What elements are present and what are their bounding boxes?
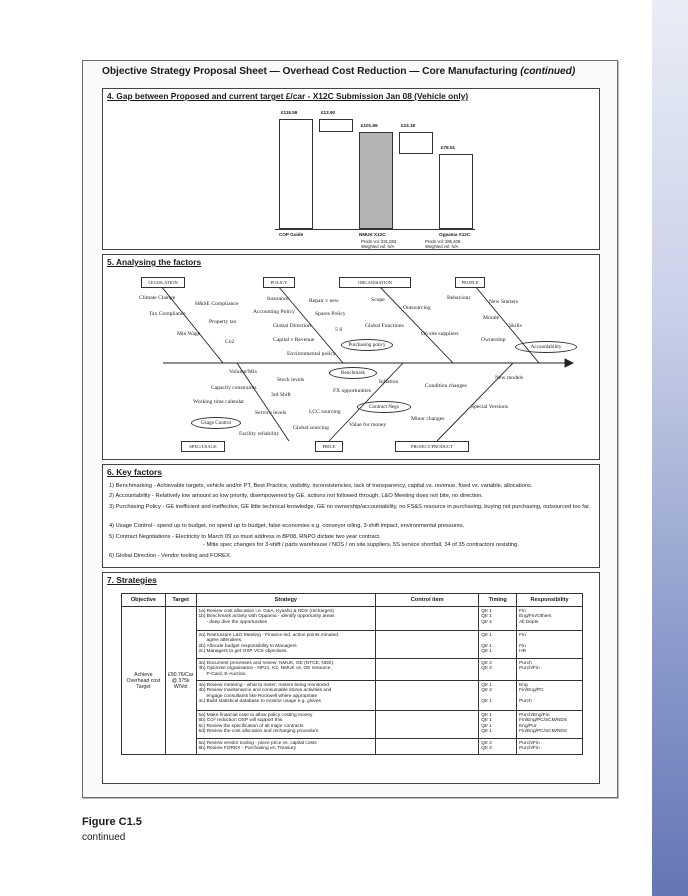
organisation-box: ORGANISATION bbox=[339, 277, 411, 288]
nmuk-note: Prodn vol: 331,093 Weighted vol: N/A bbox=[361, 239, 397, 249]
gap-bar bbox=[279, 119, 313, 229]
factors-panel bbox=[102, 254, 600, 460]
fish-label: New Starters bbox=[489, 299, 519, 305]
fish-label: Behaviour bbox=[447, 295, 471, 301]
strategy-cell: 5a) Make financial case to allow policy costing money 5b) CO² reduction OSP will support this 5c) Review the specification of all major contracts 5d) Review the cost allocation and recharging procedure bbox=[196, 711, 376, 739]
fish-label: Volume/Mix bbox=[229, 369, 258, 375]
gap-category-label: Oppama X12C bbox=[439, 232, 471, 237]
key-factor-5-cont: - Mitie spec changes for 3-shift / parts warehouse / NDS / on site suppliers, 5S service shortfall, 34 of 35 contractors resisting. bbox=[203, 542, 519, 548]
gap-chart bbox=[103, 89, 601, 251]
control-cell bbox=[376, 681, 479, 711]
side-color-band bbox=[652, 0, 688, 896]
fish-label: Property tax bbox=[209, 319, 237, 325]
key-factors-panel bbox=[102, 464, 600, 568]
gap-bar bbox=[439, 154, 473, 229]
fish-label: FX opportunities bbox=[333, 388, 372, 394]
purchasing-policy-oval: Purchasing policy bbox=[341, 339, 393, 351]
fish-label: Min Wage bbox=[177, 331, 201, 337]
fish-label: Morale bbox=[483, 315, 500, 321]
strategy-cell: 1a) Review cost allocation i.e. G&A, Kyushu & NDS (recharges) 1b) Benchmark activity with Oppama - identify opportunity areas - deep dive the opportunities bbox=[196, 607, 376, 631]
col-responsibility: Responsibility bbox=[517, 594, 583, 607]
responsibility-cell: Purch/Fin Purch/Fin bbox=[517, 739, 583, 755]
gap-baseline bbox=[275, 229, 475, 230]
strategy-cell: 2a) Restructure L&O Meeting - Finance led, action points minuted, agree attendees. 2b) Allocate budget responsibility to Managers 2c) Managers to get OSP VCS objectives. bbox=[196, 631, 376, 659]
fish-label: Repair v new bbox=[309, 298, 339, 304]
key-factor-1: 1) Benchmarking - Achievable targets, vehicle and/or PT, Best Practice, visibility, inconsistencies, lack of transparency, capital vs. revenue, fixed vs. variable, allocations. bbox=[109, 483, 533, 489]
col-target: Target bbox=[165, 594, 196, 607]
col-control: Control item bbox=[376, 594, 479, 607]
key-factor-3: 3) Purchasing Policy - GE inefficient and ineffective, GE little technical knowledge, GE no ownership/accountability, no FS&S resource in purchasing, buying not purchasing, outsourced too far. bbox=[109, 504, 591, 510]
policy-box: POLICY bbox=[263, 277, 295, 288]
fish-label: Accounting Policy bbox=[253, 309, 295, 315]
fish-label: Minor changes bbox=[411, 416, 445, 422]
gap-category-label: NMUK X12C bbox=[359, 232, 386, 237]
fish-label: Environmental policy bbox=[287, 351, 336, 357]
figure-subcaption: continued bbox=[82, 832, 126, 843]
fish-label: Global sourcing bbox=[293, 425, 329, 431]
fish-label: Outsourcing bbox=[403, 305, 431, 311]
timing-cell: Qtr 2 Qtr 2 bbox=[479, 659, 517, 681]
fish-label: Facility reliability bbox=[239, 431, 280, 437]
strategy-cell: 6a) Review vendor tooling - piece price vs. capital costs 6b) Review FOREX - Purchasing vs. Treasury bbox=[196, 739, 376, 755]
strategies-table bbox=[121, 593, 583, 755]
gap-category-label: COP Guide bbox=[279, 232, 304, 237]
gap-value-label: £78.51 bbox=[441, 145, 456, 151]
col-objective: Objective bbox=[122, 594, 166, 607]
timing-cell: Qtr 1 Qtr 1 Qtr 2 bbox=[479, 607, 517, 631]
project-product-box: PROJECT/PRODUCT bbox=[395, 441, 469, 452]
responsibility-cell: Purch/Eng/Fin Fin/Eng/PC/SCM/NDS Eng/Pur Fin/Eng/PC/SCM/NDS bbox=[517, 711, 583, 739]
fish-label: 3rd Shift bbox=[271, 392, 291, 398]
col-strategy: Strategy bbox=[196, 594, 376, 607]
fish-label: Inflation bbox=[379, 379, 399, 385]
gap-value-label: £13.90 bbox=[321, 110, 336, 116]
key-factor-5: 5) Contract Negotiations - Electricity to March 09 so must address in BP08, RNPO dictate two year contract. bbox=[109, 534, 381, 540]
usage-control-oval: Usage Control bbox=[191, 417, 241, 429]
gap-value-label: £115.59 bbox=[281, 110, 298, 116]
fish-label: Spares Policy bbox=[315, 311, 346, 317]
fish-label: New models bbox=[495, 375, 524, 381]
objective-cell: Achieve Overhead cost Target bbox=[122, 607, 166, 755]
key-factor-6: 6) Global Direction - Vendor tooling and FOREX. bbox=[109, 553, 232, 559]
key-factor-2: 2) Accountability - Relatively low amount so low priority, disempowered by GE, actions not followed through, L&O Meeting does not bite, no direction. bbox=[109, 493, 483, 499]
control-cell bbox=[376, 631, 479, 659]
fish-label: LCC sourcing bbox=[309, 409, 341, 415]
factors-heading: 5. Analysing the factors bbox=[107, 257, 202, 267]
timing-cell: Qtr 2 Qtr 2 bbox=[479, 739, 517, 755]
strategies-panel bbox=[102, 572, 600, 784]
gap-panel bbox=[102, 88, 600, 250]
strategies-heading: 7. Strategies bbox=[107, 575, 157, 585]
responsibility-cell: Fin Fin HR bbox=[517, 631, 583, 659]
fish-label: Special Versions bbox=[471, 404, 509, 410]
strategy-cell: 3a) Document processes and review; NMUK, GE (NTCE, NDE). 3b) Optimise organisation - NP21, K2, NMUK vs. OE resource, P-Card, E-Auction. bbox=[196, 659, 376, 681]
fish-label: Capacity constraints bbox=[211, 385, 257, 391]
fish-label: Value for money bbox=[349, 422, 387, 428]
key-factor-4: 4) Usage Control - spend up to budget, no spend up to budget, false economies e.g. conveyor oiling, 3-shift impact, environmental pressures. bbox=[109, 523, 465, 529]
fish-label: Co2 bbox=[225, 339, 235, 345]
key-factors-heading: 6. Key factors bbox=[107, 467, 162, 477]
table-row bbox=[122, 607, 583, 631]
gap-heading: 4. Gap between Proposed and current target £/car - X12C Submission Jan 08 (Vehicle only) bbox=[107, 91, 469, 101]
oppama-note: Prodn vol: 385,408 Weighted vol: N/A bbox=[425, 239, 461, 249]
control-cell bbox=[376, 659, 479, 681]
fish-label: Climate Change bbox=[139, 295, 176, 301]
accountability-oval: Accountability bbox=[515, 341, 577, 353]
fish-label: Insurance bbox=[267, 296, 289, 302]
control-cell bbox=[376, 607, 479, 631]
control-cell bbox=[376, 711, 479, 739]
sheet-title: Objective Strategy Proposal Sheet — Overhead Cost Reduction — Core Manufacturing (continued) bbox=[102, 66, 576, 77]
timing-cell: Qtr 1 Qtr 1 Qtr 1 Qtr 1 bbox=[479, 711, 517, 739]
benchmark-oval: Benchmark bbox=[329, 367, 377, 379]
col-timing: Timing bbox=[479, 594, 517, 607]
contract-negs-oval: Contract Negs bbox=[357, 401, 411, 413]
fish-label: H&SE Compliance bbox=[195, 301, 239, 307]
fish-label: Condition changes bbox=[425, 383, 467, 389]
gap-value-label: £23.18 bbox=[401, 123, 416, 129]
strategies-body bbox=[122, 607, 583, 755]
timing-cell: Qtr 1 Qtr 1 Qtr 1 bbox=[479, 631, 517, 659]
fish-label: Tax Compliance bbox=[149, 311, 186, 317]
gap-bar bbox=[319, 119, 353, 132]
table-header-row bbox=[122, 594, 583, 607]
fish-label: Global Functions bbox=[365, 323, 404, 329]
target-cell: £90.76/Car @ 375k W/Vol bbox=[165, 607, 196, 755]
figure-caption: Figure C1.5 bbox=[82, 816, 142, 828]
price-box: PRICE bbox=[315, 441, 343, 452]
responsibility-cell: Purch Purch/Fin bbox=[517, 659, 583, 681]
fish-label: Scope bbox=[371, 297, 385, 303]
gap-bar bbox=[399, 132, 433, 154]
responsibility-cell: Eng Fin/Eng/PC Purch bbox=[517, 681, 583, 711]
people-box: PEOPLE bbox=[455, 277, 485, 288]
fish-label: Stock levels bbox=[277, 377, 305, 383]
fish-label: 5 S bbox=[335, 327, 343, 333]
fish-label: Capital v Revenue bbox=[273, 337, 315, 343]
control-cell bbox=[376, 739, 479, 755]
timing-cell: Qtr 1 Qtr 2 Qtr 1 bbox=[479, 681, 517, 711]
gap-bar bbox=[359, 132, 393, 229]
fish-label: On site suppliers bbox=[421, 331, 459, 337]
fish-label: Service levels bbox=[255, 410, 287, 416]
responsibility-cell: Fin Eng/Fin/Others All Depts bbox=[517, 607, 583, 631]
spec-usage-box: SPEC/USAGE bbox=[181, 441, 225, 452]
gap-value-label: £101.69 bbox=[361, 123, 378, 129]
fish-label: Skills bbox=[509, 323, 522, 329]
fish-label: Ownership bbox=[481, 337, 506, 343]
fish-label: Global Direction bbox=[273, 323, 311, 329]
fish-label: Working time calendar bbox=[193, 399, 245, 405]
strategy-cell: 4a) Review metering - what to meter; meters being monitored. 4b) Review maintenance and consumable stores activities and engage consultants like Rockwell where appropriate 4c) Build statistical database to monitor usage e.g. gloves bbox=[196, 681, 376, 711]
legislation-box: LEGISLATION bbox=[141, 277, 185, 288]
